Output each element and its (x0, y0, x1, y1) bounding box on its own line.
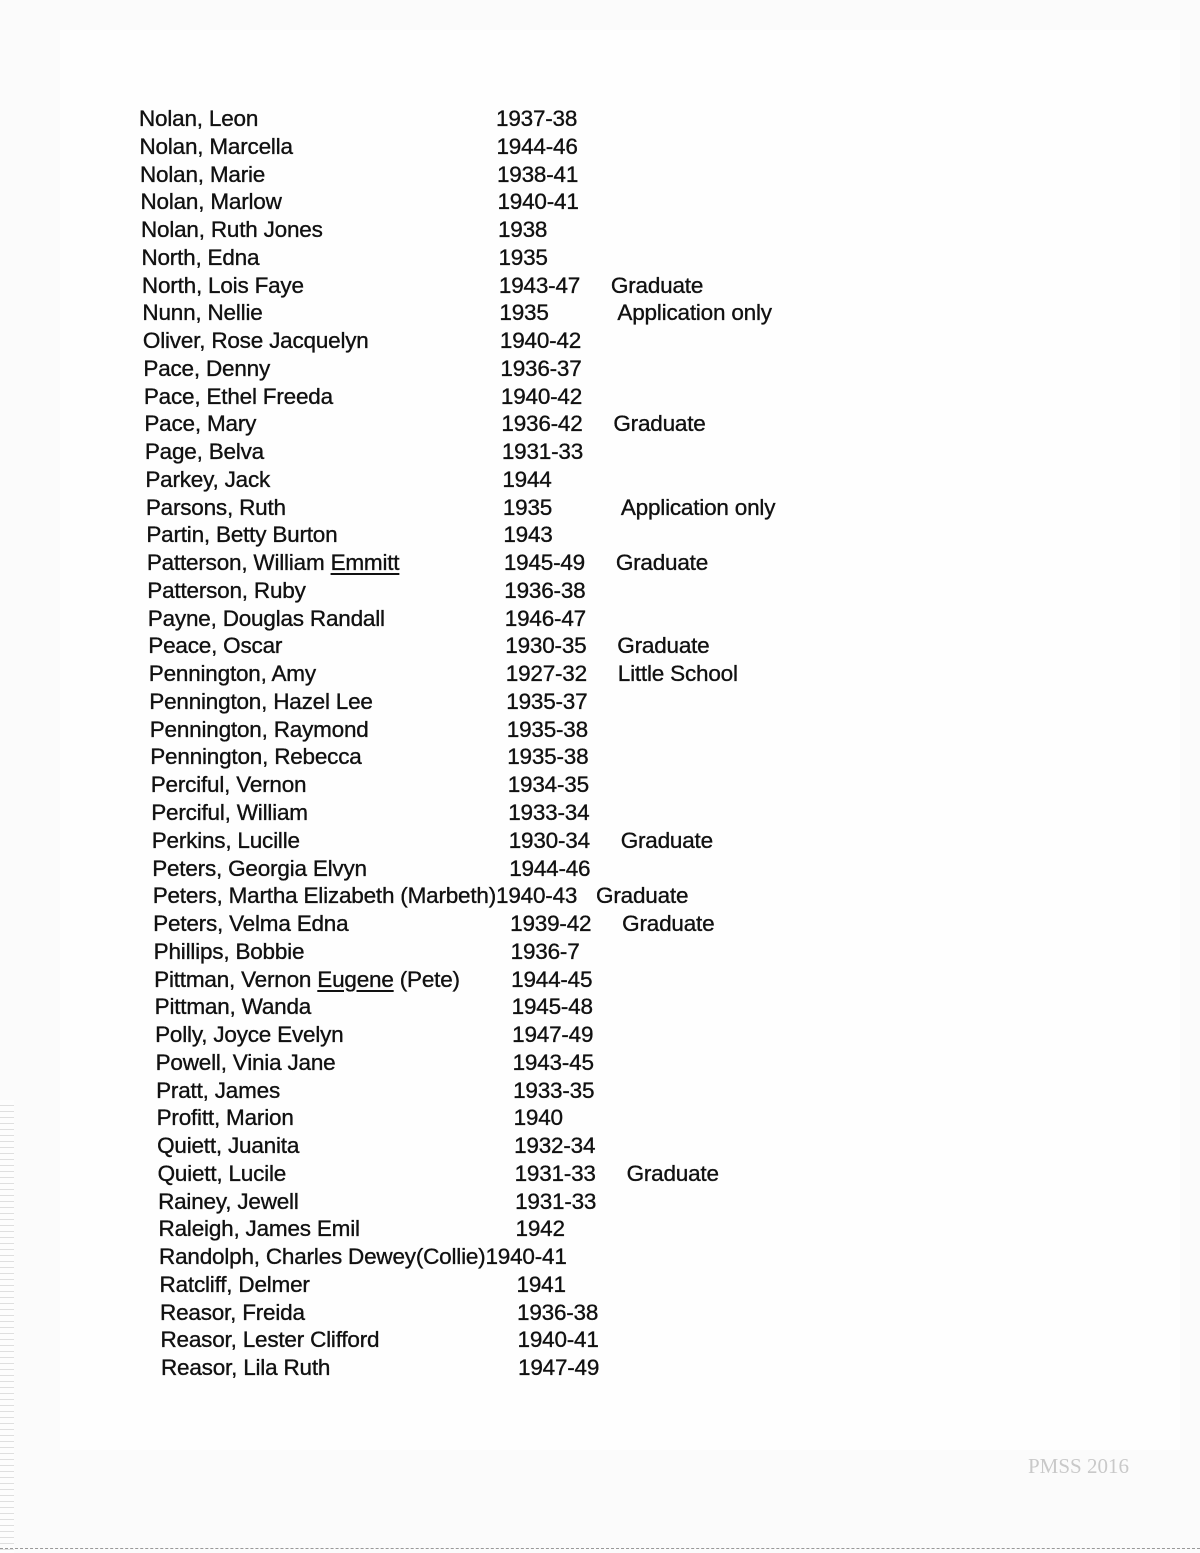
entry-name: Peace, Oscar (148, 633, 283, 659)
entry-name: Phillips, Bobbie (153, 938, 305, 964)
entry-name: Payne, Douglas Randall (147, 605, 385, 631)
list-entry (157, 1105, 626, 1131)
entry-note: Graduate (622, 911, 715, 937)
entry-years: 1930-35 (505, 633, 587, 659)
entry-years: 1936-37 (500, 355, 582, 381)
list-entry (142, 300, 771, 326)
entry-years: 1936-42 (501, 411, 583, 437)
entry-years: 1944-46 (496, 133, 578, 159)
list-entry (144, 411, 705, 437)
entry-years: 1927-32 (505, 661, 587, 687)
entry-note: Graduate (620, 827, 713, 853)
entry-years: 1935 (498, 244, 548, 270)
entry-name: Ratcliff, Delmer (159, 1271, 310, 1297)
entry-years: 1940-42 (499, 328, 582, 354)
list-entry (161, 1327, 630, 1353)
entry-name: Pace, Ethel Freeda (143, 383, 333, 409)
list-entry (159, 1244, 585, 1270)
list-entry (154, 939, 623, 965)
list-entry (145, 439, 614, 465)
entry-note: Little School (617, 661, 738, 687)
entry-years: 1942 (515, 1216, 565, 1242)
entry-years: 1935-37 (506, 688, 588, 714)
list-entry (140, 189, 609, 215)
entry-years: 1940-41 (517, 1327, 599, 1353)
list-entry (158, 1161, 719, 1187)
entry-note: Graduate (596, 883, 689, 909)
entry-years: 1933-35 (513, 1077, 595, 1103)
list-entry (148, 633, 709, 659)
scan-bottom-edge (0, 1548, 1200, 1549)
entry-years: 1943-47 (498, 272, 581, 298)
list-entry (150, 744, 619, 770)
entry-years: 1941 (516, 1271, 566, 1297)
scan-edge-noise (0, 1100, 14, 1553)
list-entry (143, 356, 612, 382)
entry-years: 1933-34 (508, 800, 590, 825)
entry-years: 1930-34 (508, 827, 590, 853)
entry-years: 1931-33 (515, 1188, 597, 1214)
entry-years: 1939-42 (510, 911, 592, 937)
entry-years: 1944-46 (509, 855, 591, 881)
entry-name: Perkins, Lucille (151, 827, 300, 853)
list-entry (157, 1133, 626, 1159)
entry-note: Graduate (617, 633, 710, 659)
list-entry (149, 689, 618, 715)
list-entry (146, 522, 615, 548)
entry-name: Peters, Velma Edna (153, 911, 349, 937)
list-entry (150, 717, 619, 743)
list-entry (142, 273, 703, 299)
list-entry (161, 1355, 630, 1381)
list-entry (147, 578, 616, 604)
entry-name: Reasor, Freida (160, 1299, 305, 1325)
footer-watermark: PMSS 2016 (1028, 1454, 1129, 1478)
entry-name: Pace, Mary (144, 411, 257, 437)
entry-note: Graduate (626, 1160, 719, 1186)
list-entry (155, 994, 624, 1020)
list-entry (148, 606, 617, 632)
entry-years: 1940-41 (485, 1244, 567, 1270)
entry-years: 1943-45 (512, 1049, 594, 1075)
entry-years: 1935 (502, 494, 553, 520)
list-entry (160, 1272, 629, 1298)
list-entry (159, 1216, 628, 1242)
list-entry (146, 495, 775, 521)
entry-years: 1944 (502, 466, 552, 492)
entry-name: Nolan, Ruth Jones (140, 217, 323, 243)
entry-name: Nolan, Leon (139, 106, 259, 131)
list-entry (151, 772, 620, 798)
entry-years: 1931-33 (501, 439, 584, 465)
entry-years: 1935-38 (507, 744, 589, 770)
list-entry (156, 1050, 625, 1076)
entry-years: 1945-48 (511, 994, 593, 1020)
entry-years: 1940-41 (497, 189, 579, 215)
entry-note: Graduate (610, 272, 704, 298)
entry-years: 1936-38 (504, 577, 586, 603)
entry-name: Peters, Georgia Elvyn (152, 855, 367, 881)
entry-years: 1943 (503, 522, 553, 548)
entry-name: Parkey, Jack (145, 466, 271, 492)
list-entry (155, 1022, 624, 1048)
entry-note: Graduate (615, 550, 709, 576)
entry-name: Nunn, Nellie (142, 300, 263, 326)
entry-name: Nolan, Marlow (140, 189, 282, 215)
entry-years: 1932-34 (514, 1133, 596, 1159)
entry-name: Pennington, Raymond (149, 716, 369, 742)
list-entry (153, 911, 714, 937)
entry-name: Patterson, Ruby (147, 577, 306, 603)
list-entry (151, 800, 620, 826)
list-entry (143, 328, 612, 354)
entry-note: Application only (617, 300, 772, 326)
entry-name: Polly, Joyce Evelyn (155, 1022, 344, 1048)
entry-note: Graduate (613, 411, 706, 437)
entry-years: 1931-33 (514, 1160, 596, 1186)
entry-name: Powell, Vinia Jane (155, 1049, 336, 1075)
entry-years: 1934-35 (507, 772, 589, 798)
entry-note: Application only (620, 494, 776, 520)
list-entry (152, 828, 713, 854)
entry-years: 1940-42 (500, 383, 583, 409)
list-entry (145, 467, 614, 493)
entry-years: 1935-38 (506, 716, 588, 742)
entry-years: 1940-43 (496, 883, 578, 909)
entry-years: 1938-41 (496, 161, 579, 187)
list-entry (156, 1078, 625, 1104)
entry-name: Pennington, Rebecca (150, 744, 362, 770)
entry-name: Peters, Martha Elizabeth (Marbeth) (152, 883, 497, 909)
entry-name: Profitt, Marion (156, 1105, 294, 1131)
list-entry (139, 106, 608, 132)
entry-name: Pittman, Vernon Eugene (Pete) (154, 966, 460, 992)
list-entry (149, 661, 738, 687)
entry-name: Patterson, William Emmitt (146, 550, 400, 576)
entry-name: Page, Belva (144, 439, 264, 465)
entry-years: 1936-38 (517, 1299, 599, 1325)
entry-years: 1945-49 (503, 550, 585, 576)
list-entry (144, 384, 613, 410)
list-entry (141, 245, 610, 271)
entry-years: 1940 (513, 1105, 563, 1131)
entry-years: 1947-49 (518, 1355, 600, 1381)
list-entry (140, 162, 609, 188)
entry-name: Raleigh, James Emil (158, 1216, 360, 1242)
entry-name: Pennington, Hazel Lee (149, 688, 373, 714)
entry-name: Pittman, Wanda (154, 994, 312, 1020)
entry-years: 1935 (499, 300, 549, 326)
entry-name: Pratt, James (156, 1077, 280, 1103)
entry-name: Parsons, Ruth (145, 494, 286, 520)
entry-name: Partin, Betty Burton (146, 522, 338, 548)
entry-name: North, Lois Faye (141, 272, 304, 298)
list-entry (153, 883, 689, 909)
list-entry (154, 967, 623, 993)
entry-name: Rainey, Jewell (158, 1188, 299, 1214)
entry-name: North, Edna (141, 244, 260, 270)
entry-name: Reasor, Lester Clifford (160, 1327, 380, 1353)
list-entry (160, 1300, 629, 1326)
entry-name: Pennington, Amy (148, 661, 316, 687)
entry-years: 1946-47 (504, 605, 586, 631)
list-entry (147, 550, 708, 576)
list-entry (152, 856, 621, 882)
list-entry (158, 1189, 627, 1215)
entry-name: Reasor, Lila Ruth (161, 1355, 331, 1381)
entry-name: Quiett, Lucile (157, 1160, 287, 1186)
entry-name: Nolan, Marie (139, 161, 266, 187)
entry-name: Randolph, Charles Dewey(Collie) (159, 1244, 486, 1270)
entry-name: Pace, Denny (143, 355, 271, 381)
entry-years: 1947-49 (512, 1022, 594, 1048)
entry-years: 1936-7 (510, 938, 580, 964)
entry-years: 1938 (497, 217, 548, 243)
entry-years: 1937-38 (496, 106, 578, 131)
entry-name: Quiett, Juanita (157, 1133, 300, 1159)
entry-name: Nolan, Marcella (139, 133, 293, 159)
list-entry (139, 134, 608, 160)
entry-name: Oliver, Rose Jacquelyn (142, 328, 369, 354)
entry-name: Perciful, Vernon (150, 772, 307, 798)
entry-years: 1944-45 (511, 966, 593, 992)
list-entry (141, 217, 610, 243)
entry-name: Perciful, William (151, 800, 308, 825)
